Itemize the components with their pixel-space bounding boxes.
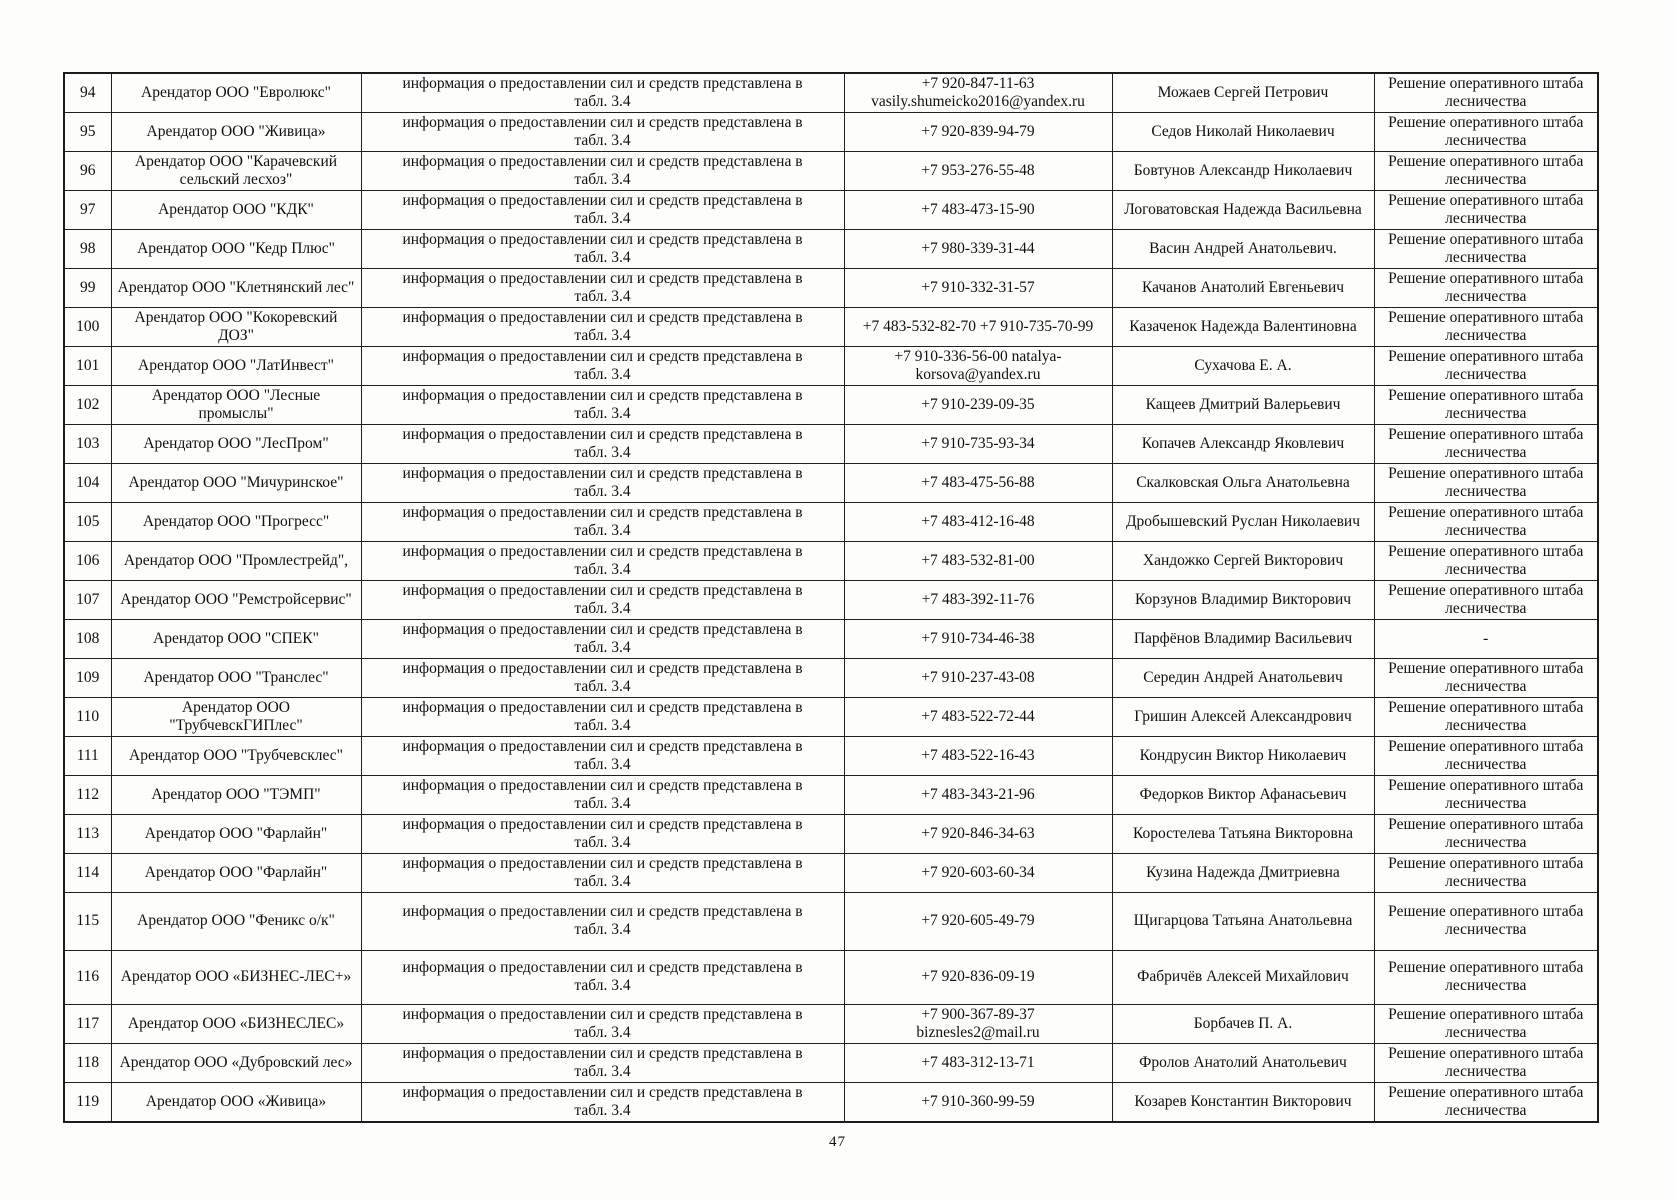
cell-contact-phone-email: +7 483-343-21-96: [844, 775, 1112, 814]
cell-resources-info: информация о предоставлении сил и средств представлена в табл. 3.4: [361, 541, 844, 580]
cell-tenant-name: Арендатор ООО "Фарлайн": [111, 853, 361, 892]
cell-contact-phone-email: +7 483-412-16-48: [844, 502, 1112, 541]
cell-responsible-person: Козарев Константин Викторович: [1112, 1082, 1374, 1121]
cell-contact-phone-email: +7 483-522-16-43: [844, 736, 1112, 775]
cell-resources-info: информация о предоставлении сил и средств представлена в табл. 3.4: [361, 580, 844, 619]
cell-contact-phone-email: +7 920-605-49-79: [844, 892, 1112, 950]
cell-row-number: 115: [64, 892, 111, 950]
cell-tenant-name: Арендатор ООО "ЛатИнвест": [111, 346, 361, 385]
cell-tenant-name: Арендатор ООО «БИЗНЕС-ЛЕС+»: [111, 950, 361, 1004]
table-row: [64, 112, 1598, 151]
cell-decision: Решение оперативного штаба лесничества: [1374, 892, 1598, 950]
cell-resources-info: информация о предоставлении сил и средств представлена в табл. 3.4: [361, 814, 844, 853]
cell-tenant-name: Арендатор ООО "Промлестрейд",: [111, 541, 361, 580]
cell-contact-phone-email: +7 483-473-15-90: [844, 190, 1112, 229]
table-row: [64, 463, 1598, 502]
cell-row-number: 112: [64, 775, 111, 814]
cell-tenant-name: Арендатор ООО "СПЕК": [111, 619, 361, 658]
cell-contact-phone-email: +7 483-522-72-44: [844, 697, 1112, 736]
cell-row-number: 118: [64, 1043, 111, 1082]
cell-tenant-name: Арендатор ООО "ЛесПром": [111, 424, 361, 463]
cell-responsible-person: Щигарцова Татьяна Анатольевна: [1112, 892, 1374, 950]
cell-responsible-person: Казаченок Надежда Валентиновна: [1112, 307, 1374, 346]
cell-contact-phone-email: +7 920-836-09-19: [844, 950, 1112, 1004]
cell-resources-info: информация о предоставлении сил и средств представлена в табл. 3.4: [361, 268, 844, 307]
table-row: [64, 346, 1598, 385]
cell-decision: Решение оперативного штаба лесничества: [1374, 229, 1598, 268]
table-row: [64, 736, 1598, 775]
cell-row-number: 104: [64, 463, 111, 502]
cell-row-number: 106: [64, 541, 111, 580]
cell-row-number: 99: [64, 268, 111, 307]
cell-contact-phone-email: +7 910-734-46-38: [844, 619, 1112, 658]
cell-responsible-person: Кондрусин Виктор Николаевич: [1112, 736, 1374, 775]
cell-resources-info: информация о предоставлении сил и средств представлена в табл. 3.4: [361, 151, 844, 190]
cell-contact-phone-email: +7 920-846-34-63: [844, 814, 1112, 853]
cell-tenant-name: Арендатор ООО "Трубчевсклес": [111, 736, 361, 775]
cell-row-number: 119: [64, 1082, 111, 1121]
cell-resources-info: информация о предоставлении сил и средств представлена в табл. 3.4: [361, 112, 844, 151]
table-row: [64, 619, 1598, 658]
cell-row-number: 95: [64, 112, 111, 151]
table-row: [64, 424, 1598, 463]
cell-tenant-name: Арендатор ООО "Транслес": [111, 658, 361, 697]
cell-responsible-person: Дробышевский Руслан Николаевич: [1112, 502, 1374, 541]
cell-contact-phone-email: +7 910-735-93-34: [844, 424, 1112, 463]
cell-responsible-person: Коростелева Татьяна Викторовна: [1112, 814, 1374, 853]
table-row: [64, 697, 1598, 736]
cell-contact-phone-email: +7 900-367-89-37 biznesles2@mail.ru: [844, 1004, 1112, 1043]
cell-responsible-person: Федорков Виктор Афанасьевич: [1112, 775, 1374, 814]
cell-responsible-person: Бовтунов Александр Николаевич: [1112, 151, 1374, 190]
cell-contact-phone-email: +7 483-312-13-71: [844, 1043, 1112, 1082]
cell-responsible-person: Фабричёв Алексей Михайлович: [1112, 950, 1374, 1004]
cell-tenant-name: Арендатор ООО "ТЭМП": [111, 775, 361, 814]
table-row: [64, 580, 1598, 619]
cell-resources-info: информация о предоставлении сил и средств представлена в табл. 3.4: [361, 775, 844, 814]
cell-row-number: 105: [64, 502, 111, 541]
cell-contact-phone-email: +7 910-237-43-08: [844, 658, 1112, 697]
cell-responsible-person: Парфёнов Владимир Васильевич: [1112, 619, 1374, 658]
cell-tenant-name: Арендатор ООО "КДК": [111, 190, 361, 229]
cell-decision: Решение оперативного штаба лесничества: [1374, 463, 1598, 502]
cell-contact-phone-email: +7 920-603-60-34: [844, 853, 1112, 892]
table-row: [64, 892, 1598, 950]
cell-decision: Решение оперативного штаба лесничества: [1374, 697, 1598, 736]
cell-tenant-name: Арендатор ООО "ТрубчевскГИПлес": [111, 697, 361, 736]
table-row: [64, 1082, 1598, 1121]
cell-contact-phone-email: +7 483-532-81-00: [844, 541, 1112, 580]
cell-row-number: 103: [64, 424, 111, 463]
cell-decision: Решение оперативного штаба лесничества: [1374, 268, 1598, 307]
cell-responsible-person: Корзунов Владимир Викторович: [1112, 580, 1374, 619]
cell-responsible-person: Фролов Анатолий Анатольевич: [1112, 1043, 1374, 1082]
cell-resources-info: информация о предоставлении сил и средств представлена в табл. 3.4: [361, 1043, 844, 1082]
table-row: [64, 853, 1598, 892]
cell-resources-info: информация о предоставлении сил и средств представлена в табл. 3.4: [361, 502, 844, 541]
cell-row-number: 107: [64, 580, 111, 619]
cell-tenant-name: Арендатор ООО «Живица»: [111, 1082, 361, 1121]
cell-responsible-person: Седов Николай Николаевич: [1112, 112, 1374, 151]
table-row: [64, 541, 1598, 580]
cell-tenant-name: Арендатор ООО «Дубровский лес»: [111, 1043, 361, 1082]
cell-resources-info: информация о предоставлении сил и средств представлена в табл. 3.4: [361, 1004, 844, 1043]
cell-responsible-person: Качанов Анатолий Евгеньевич: [1112, 268, 1374, 307]
cell-resources-info: информация о предоставлении сил и средств представлена в табл. 3.4: [361, 892, 844, 950]
cell-responsible-person: Гришин Алексей Александрович: [1112, 697, 1374, 736]
cell-contact-phone-email: +7 953-276-55-48: [844, 151, 1112, 190]
cell-tenant-name: Арендатор ООО "Живица»: [111, 112, 361, 151]
cell-contact-phone-email: +7 910-336-56-00 natalya- korsova@yandex.ru: [844, 346, 1112, 385]
cell-row-number: 113: [64, 814, 111, 853]
cell-resources-info: информация о предоставлении сил и средств представлена в табл. 3.4: [361, 346, 844, 385]
cell-decision: Решение оперативного штаба лесничества: [1374, 950, 1598, 1004]
cell-row-number: 114: [64, 853, 111, 892]
cell-decision: Решение оперативного штаба лесничества: [1374, 190, 1598, 229]
cell-row-number: 101: [64, 346, 111, 385]
cell-decision: Решение оперативного штаба лесничества: [1374, 1082, 1598, 1121]
cell-decision: Решение оперативного штаба лесничества: [1374, 736, 1598, 775]
table-row: [64, 775, 1598, 814]
cell-resources-info: информация о предоставлении сил и средств представлена в табл. 3.4: [361, 619, 844, 658]
cell-responsible-person: Кащеев Дмитрий Валерьевич: [1112, 385, 1374, 424]
cell-resources-info: информация о предоставлении сил и средств представлена в табл. 3.4: [361, 736, 844, 775]
cell-decision: Решение оперативного штаба лесничества: [1374, 502, 1598, 541]
cell-decision: Решение оперативного штаба лесничества: [1374, 1004, 1598, 1043]
cell-decision: Решение оперативного штаба лесничества: [1374, 1043, 1598, 1082]
cell-row-number: 116: [64, 950, 111, 1004]
cell-decision: Решение оперативного штаба лесничества: [1374, 658, 1598, 697]
cell-decision: -: [1374, 619, 1598, 658]
table-row: [64, 1004, 1598, 1043]
cell-responsible-person: Сухачова Е. А.: [1112, 346, 1374, 385]
cell-decision: Решение оперативного штаба лесничества: [1374, 814, 1598, 853]
cell-contact-phone-email: +7 483-532-82-70 +7 910-735-70-99: [844, 307, 1112, 346]
cell-contact-phone-email: +7 483-475-56-88: [844, 463, 1112, 502]
cell-contact-phone-email: +7 980-339-31-44: [844, 229, 1112, 268]
cell-contact-phone-email: +7 910-332-31-57: [844, 268, 1112, 307]
table-row: [64, 1043, 1598, 1082]
cell-contact-phone-email: +7 910-360-99-59: [844, 1082, 1112, 1121]
cell-row-number: 97: [64, 190, 111, 229]
cell-responsible-person: Кузина Надежда Дмитриевна: [1112, 853, 1374, 892]
cell-tenant-name: Арендатор ООО "Кокоревский ДОЗ": [111, 307, 361, 346]
table-row: [64, 502, 1598, 541]
cell-tenant-name: Арендатор ООО "Прогресс": [111, 502, 361, 541]
cell-tenant-name: Арендатор ООО "Карачевский сельский лесхоз": [111, 151, 361, 190]
cell-decision: Решение оперативного штаба лесничества: [1374, 385, 1598, 424]
table-row: [64, 385, 1598, 424]
cell-resources-info: информация о предоставлении сил и средств представлена в табл. 3.4: [361, 385, 844, 424]
cell-responsible-person: Скалковская Ольга Анатольевна: [1112, 463, 1374, 502]
cell-resources-info: информация о предоставлении сил и средств представлена в табл. 3.4: [361, 229, 844, 268]
cell-resources-info: информация о предоставлении сил и средств представлена в табл. 3.4: [361, 424, 844, 463]
cell-resources-info: информация о предоставлении сил и средств представлена в табл. 3.4: [361, 950, 844, 1004]
cell-resources-info: информация о предоставлении сил и средств представлена в табл. 3.4: [361, 307, 844, 346]
table-row: [64, 950, 1598, 1004]
cell-decision: Решение оперативного штаба лесничества: [1374, 853, 1598, 892]
cell-row-number: 111: [64, 736, 111, 775]
cell-row-number: 102: [64, 385, 111, 424]
cell-responsible-person: Можаев Сергей Петрович: [1112, 73, 1374, 112]
cell-row-number: 98: [64, 229, 111, 268]
cell-tenant-name: Арендатор ООО "Кедр Плюс": [111, 229, 361, 268]
cell-row-number: 96: [64, 151, 111, 190]
table-body: [64, 73, 1598, 1122]
table-row: [64, 229, 1598, 268]
cell-responsible-person: Середин Андрей Анатольевич: [1112, 658, 1374, 697]
cell-decision: Решение оперативного штаба лесничества: [1374, 307, 1598, 346]
cell-row-number: 109: [64, 658, 111, 697]
cell-row-number: 110: [64, 697, 111, 736]
cell-row-number: 100: [64, 307, 111, 346]
cell-tenant-name: Арендатор ООО "Фарлайн": [111, 814, 361, 853]
cell-responsible-person: Васин Андрей Анатольевич.: [1112, 229, 1374, 268]
cell-resources-info: информация о предоставлении сил и средств представлена в табл. 3.4: [361, 190, 844, 229]
table-row: [64, 268, 1598, 307]
cell-decision: Решение оперативного штаба лесничества: [1374, 151, 1598, 190]
cell-contact-phone-email: +7 920-839-94-79: [844, 112, 1112, 151]
cell-resources-info: информация о предоставлении сил и средств представлена в табл. 3.4: [361, 697, 844, 736]
cell-decision: Решение оперативного штаба лесничества: [1374, 541, 1598, 580]
cell-row-number: 94: [64, 73, 111, 112]
cell-decision: Решение оперативного штаба лесничества: [1374, 112, 1598, 151]
cell-responsible-person: Борбачев П. А.: [1112, 1004, 1374, 1043]
cell-decision: Решение оперативного штаба лесничества: [1374, 775, 1598, 814]
cell-tenant-name: Арендатор ООО "Феникс о/к": [111, 892, 361, 950]
cell-tenant-name: Арендатор ООО "Клетнянский лес": [111, 268, 361, 307]
cell-contact-phone-email: +7 910-239-09-35: [844, 385, 1112, 424]
cell-resources-info: информация о предоставлении сил и средств представлена в табл. 3.4: [361, 853, 844, 892]
table-row: [64, 190, 1598, 229]
cell-resources-info: информация о предоставлении сил и средств представлена в табл. 3.4: [361, 463, 844, 502]
cell-resources-info: информация о предоставлении сил и средств представлена в табл. 3.4: [361, 73, 844, 112]
cell-decision: Решение оперативного штаба лесничества: [1374, 580, 1598, 619]
cell-tenant-name: Арендатор ООО "Ремстройсервис": [111, 580, 361, 619]
cell-resources-info: информация о предоставлении сил и средств представлена в табл. 3.4: [361, 658, 844, 697]
table-row: [64, 73, 1598, 112]
tenants-contacts-table: [63, 72, 1599, 1123]
cell-responsible-person: Хандожко Сергей Викторович: [1112, 541, 1374, 580]
cell-responsible-person: Логоватовская Надежда Васильевна: [1112, 190, 1374, 229]
table-row: [64, 814, 1598, 853]
cell-responsible-person: Копачев Александр Яковлевич: [1112, 424, 1374, 463]
cell-tenant-name: Арендатор ООО "Евролюкс": [111, 73, 361, 112]
table-row: [64, 307, 1598, 346]
table-row: [64, 151, 1598, 190]
cell-tenant-name: Арендатор ООО "Лесные промыслы": [111, 385, 361, 424]
cell-row-number: 117: [64, 1004, 111, 1043]
cell-resources-info: информация о предоставлении сил и средств представлена в табл. 3.4: [361, 1082, 844, 1121]
cell-decision: Решение оперативного штаба лесничества: [1374, 73, 1598, 112]
page-number: 47: [829, 1134, 846, 1150]
table-row: [64, 658, 1598, 697]
cell-decision: Решение оперативного штаба лесничества: [1374, 346, 1598, 385]
cell-tenant-name: Арендатор ООО «БИЗНЕСЛЕС»: [111, 1004, 361, 1043]
cell-contact-phone-email: +7 920-847-11-63 vasily.shumeicko2016@yandex.ru: [844, 73, 1112, 112]
cell-contact-phone-email: +7 483-392-11-76: [844, 580, 1112, 619]
cell-tenant-name: Арендатор ООО "Мичуринское": [111, 463, 361, 502]
cell-decision: Решение оперативного штаба лесничества: [1374, 424, 1598, 463]
cell-row-number: 108: [64, 619, 111, 658]
